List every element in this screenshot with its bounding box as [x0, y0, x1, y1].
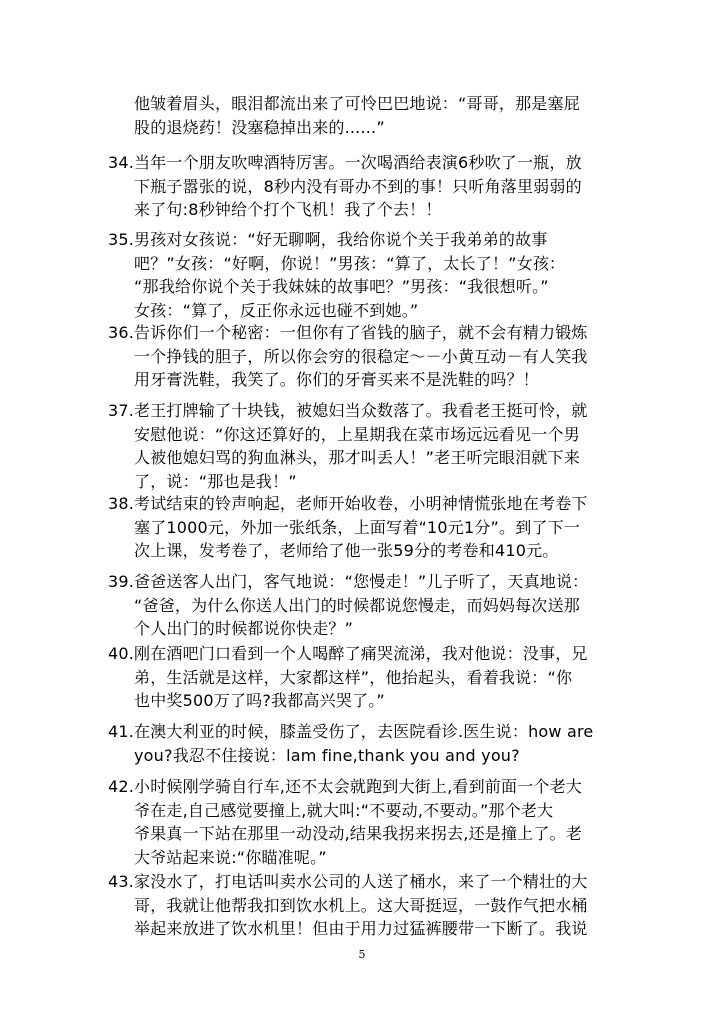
entry-text: 家没水了，打电话叫卖水公司的人送了桶水，来了一个精壮的大 哥，我就让他帮我扣到饮水机上。这大哥挺逗，一鼓作气把水桶 举起来放进了饮水机里！但由于用力过猛裤腰带一下断了。我说	[134, 872, 588, 938]
entry-number: 38.	[108, 494, 135, 513]
joke-entry-33-continuation	[108, 92, 618, 139]
entry-text: 告诉你们一个秘密：一但你有了省钱的脑子，就不会有精力锻炼 一个挣钱的胆子，所以你会穷的很稳定～－小黄互动－有人笑我 用牙膏洗鞋，我笑了。你们的牙膏买来不是洗鞋的吗？！	[134, 323, 588, 389]
joke-entry-42	[108, 775, 618, 869]
entry-number: 41.	[108, 722, 135, 741]
entry-text: 他皱着眉头，眼泪都流出来了可怜巴巴地说：“哥哥，那是塞屁 股的退烧药！没塞稳掉出来的......”	[134, 94, 580, 137]
entry-number: 40.	[108, 644, 135, 663]
entry-text: 刚在酒吧门口看到一个人喝醉了痛哭流涕，我对他说：没事，兄 弟，生活就是这样，大家都这样”，他抬起头，看着我说：“你 也中奖500万了吗?我都高兴哭了。”	[134, 644, 588, 710]
entry-number: 43.	[108, 872, 135, 891]
joke-entry-39	[108, 570, 618, 641]
joke-entry-41	[108, 720, 618, 767]
joke-entry-40	[108, 642, 618, 713]
entry-text: 当年一个朋友吹啤酒特厉害。一次喝酒给表演6秒吹了一瓶，放 下瓶子嚣张的说，8秒内没有哥办不到的事！只听角落里弱弱的 来了句:8秒钟给个打个飞机！我了个去！！	[134, 153, 582, 219]
entry-text: 老王打牌输了十块钱，被媳妇当众数落了。我看老王挺可怜，就 安慰他说：“你这还算好的，上星期我在菜市场远远看见一个男 人被他媳妇骂的狗血淋头，那才叫丢人！”老王听完眼泪就下来 了，说：“那也是我！”	[134, 401, 588, 491]
joke-entry-34	[108, 151, 618, 222]
entry-number: 35.	[108, 230, 135, 249]
joke-entry-36	[108, 321, 618, 392]
entry-number: 39.	[108, 572, 135, 591]
entry-number: 34.	[108, 153, 135, 172]
entry-text: 爸爸送客人出门，客气地说：“您慢走！”儿子听了，天真地说： “爸爸，为什么你送人出门的时候都说您慢走，而妈妈每次送那 个人出门的时候都说你快走？”	[134, 572, 589, 638]
entry-text: 男孩对女孩说：“好无聊啊，我给你说个关于我弟弟的故事 吧？”女孩：“好啊，你说！”男孩：“算了，太长了！”女孩： “那我给你说个关于我妹妹的故事吧？”男孩：“我很想听。” 女孩：“算了，反正你永远也碰不到她。”	[134, 230, 566, 320]
entry-number: 42.	[108, 777, 135, 796]
entry-number: 36.	[108, 323, 135, 342]
joke-entry-35	[108, 228, 618, 322]
joke-entry-37	[108, 399, 618, 493]
page-number: 5	[358, 948, 366, 961]
entry-number: 37.	[108, 401, 135, 420]
joke-entry-38	[108, 492, 618, 563]
entry-text: 小时候刚学骑自行车,还不太会就跑到大街上,看到前面一个老大 爷在走,自己感觉要撞上,就大叫:“不要动,不要动。”那个老大 爷果真一下站在那里一动没动,结果我拐来拐去,还是撞上了。老 大爷站起来说:“你瞄准呢。”	[134, 777, 582, 867]
joke-entry-43	[108, 870, 618, 941]
entry-text: 在澳大利亚的时候，膝盖受伤了，去医院看诊.医生说：how are you?我忍不住接说：lam fine,thank you and you?	[134, 722, 594, 765]
entry-text: 考试结束的铃声响起，老师开始收卷，小明神情慌张地在考卷下 塞了1000元，外加一张纸条，上面写着“10元1分”。到了下一 次上课，发考卷了，老师给了他一张59分的考卷和410元。	[134, 494, 588, 560]
